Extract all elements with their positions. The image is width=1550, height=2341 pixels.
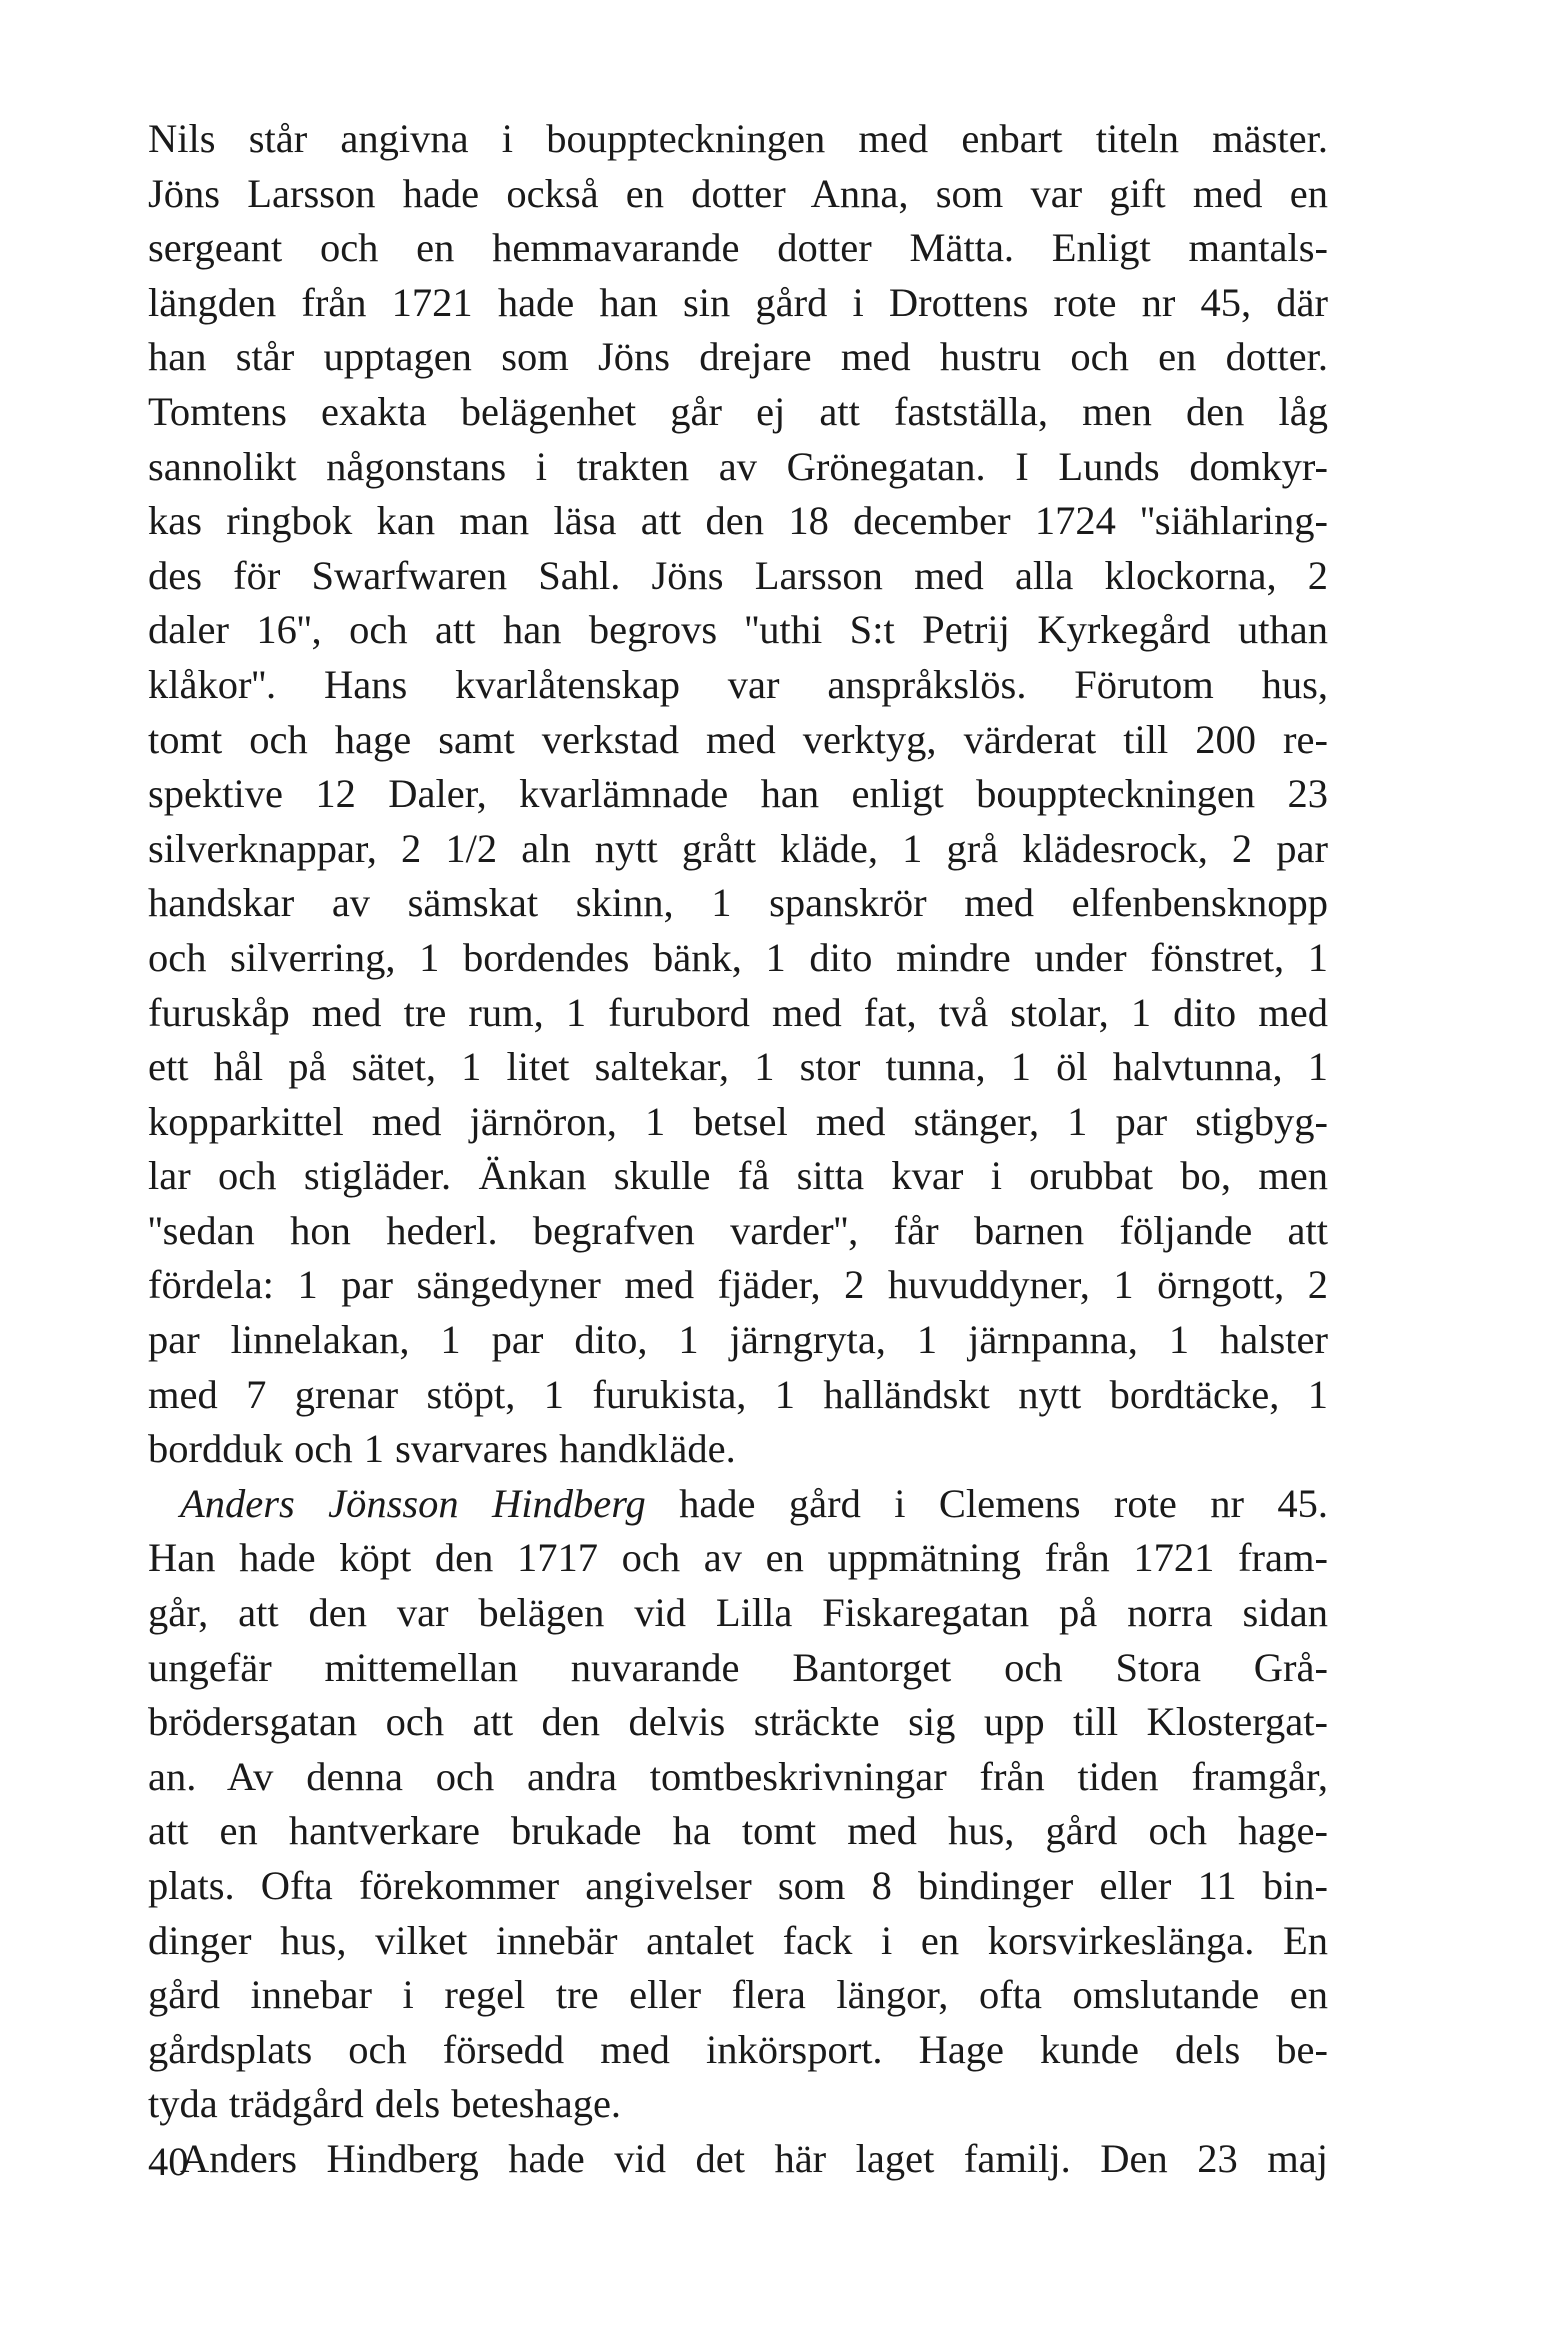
text-line: sergeant och en hemmavarande dotter Mätta. Enligt mantals- <box>148 225 1328 271</box>
text-line: går, att den var belägen vid Lilla Fiskaregatan på norra sidan <box>148 1590 1328 1636</box>
text-line: furuskåp med tre rum, 1 furubord med fat, två stolar, 1 dito med <box>148 989 1328 1035</box>
text-line: dinger hus, vilket innebär antalet fack i en korsvirkeslänga. En <box>148 1917 1328 1963</box>
text-line: bordduk och 1 svarvares handkläde. <box>148 1426 736 1472</box>
text-line: med 7 grenar stöpt, 1 furukista, 1 halländskt nytt bordtäcke, 1 <box>148 1371 1328 1417</box>
text-fragment: hade gård i Clemens rote nr 45. <box>645 1480 1328 1526</box>
text-line: sannolikt någonstans i trakten av Grönegatan. I Lunds domkyr- <box>148 443 1328 489</box>
text-line: spektive 12 Daler, kvarlämnade han enligt bouppteckningen 23 <box>148 771 1328 817</box>
text-line: längden från 1721 hade han sin gård i Drottens rote nr 45, där <box>148 279 1328 325</box>
text-line: lar och stigläder. Änkan skulle få sitta kvar i orubbat bo, men <box>148 1153 1328 1199</box>
paragraph-start-line: Anders Hindberg hade vid det här laget familj. Den 23 maj <box>180 2135 1328 2181</box>
text-line: Han hade köpt den 1717 och av en uppmätning från 1721 fram- <box>148 1535 1328 1581</box>
text-line: handskar av sämskat skinn, 1 spanskrör med elfenbensknopp <box>148 880 1328 926</box>
text-line: an. Av denna och andra tomtbeskrivningar från tiden framgår, <box>148 1753 1328 1799</box>
text-line: att en hantverkare brukade ha tomt med hus, gård och hage- <box>148 1808 1328 1854</box>
text-line: silverknappar, 2 1/2 aln nytt grått kläde, 1 grå klädesrock, 2 par <box>148 825 1328 871</box>
text-line: tomt och hage samt verkstad med verktyg, värderat till 200 re- <box>148 716 1328 762</box>
text-line: Jöns Larsson hade också en dotter Anna, som var gift med en <box>148 170 1328 216</box>
page-number: 40 <box>148 2139 189 2184</box>
text-line: Tomtens exakta belägenhet går ej att fastställa, men den låg <box>148 388 1328 434</box>
text-line: gårdsplats och försedd med inkörsport. Hage kunde dels be- <box>148 2026 1328 2072</box>
text-line: kas ringbok kan man läsa att den 18 december 1724 ''siählaring- <box>148 498 1328 544</box>
text-line: plats. Ofta förekommer angivelser som 8 bindinger eller 11 bin- <box>148 1863 1328 1908</box>
text-line: tyda trädgård dels beteshage. <box>148 2081 622 2127</box>
text-line: ett hål på sätet, 1 litet saltekar, 1 stor tunna, 1 öl halvtunna, 1 <box>148 1044 1328 1090</box>
text-line: klåkor''. Hans kvarlåtenskap var anspråkslös. Förutom hus, <box>148 661 1328 707</box>
text-line: daler 16'', och att han begrovs ''uthi S:t Petrij Kyrkegård uthan <box>148 607 1328 653</box>
text-line: kopparkittel med järnöron, 1 betsel med stänger, 1 par stigbyg- <box>148 1098 1328 1144</box>
text-line: gård innebar i regel tre eller flera längor, ofta omslutande en <box>148 1972 1328 2018</box>
text-line: ''sedan hon hederl. begrafven varder'', får barnen följande att <box>148 1207 1328 1253</box>
text-line: par linnelakan, 1 par dito, 1 järngryta, 1 järnpanna, 1 halster <box>148 1317 1328 1363</box>
body-text <box>148 112 1328 2187</box>
text-line: han står upptagen som Jöns drejare med hustru och en dotter. <box>148 334 1328 380</box>
text-line: och silverring, 1 bordendes bänk, 1 dito mindre under fönstret, 1 <box>148 934 1328 980</box>
text-line: ungefär mittemellan nuvarande Bantorget och Stora Grå- <box>148 1644 1328 1690</box>
text-line: Nils står angivna i bouppteckningen med enbart titeln mäster. <box>148 116 1328 161</box>
paragraph-start-line <box>148 1477 1328 1532</box>
text-line: des för Swarfwaren Sahl. Jöns Larsson med alla klockorna, 2 <box>148 552 1328 598</box>
person-name-italic: Anders Jönsson Hindberg <box>180 1480 646 1526</box>
text-line: fördela: 1 par sängedyner med fjäder, 2 huvuddyner, 1 örngott, 2 <box>148 1262 1328 1308</box>
text-line: brödersgatan och att den delvis sträckte sig upp till Klostergat- <box>148 1699 1328 1745</box>
